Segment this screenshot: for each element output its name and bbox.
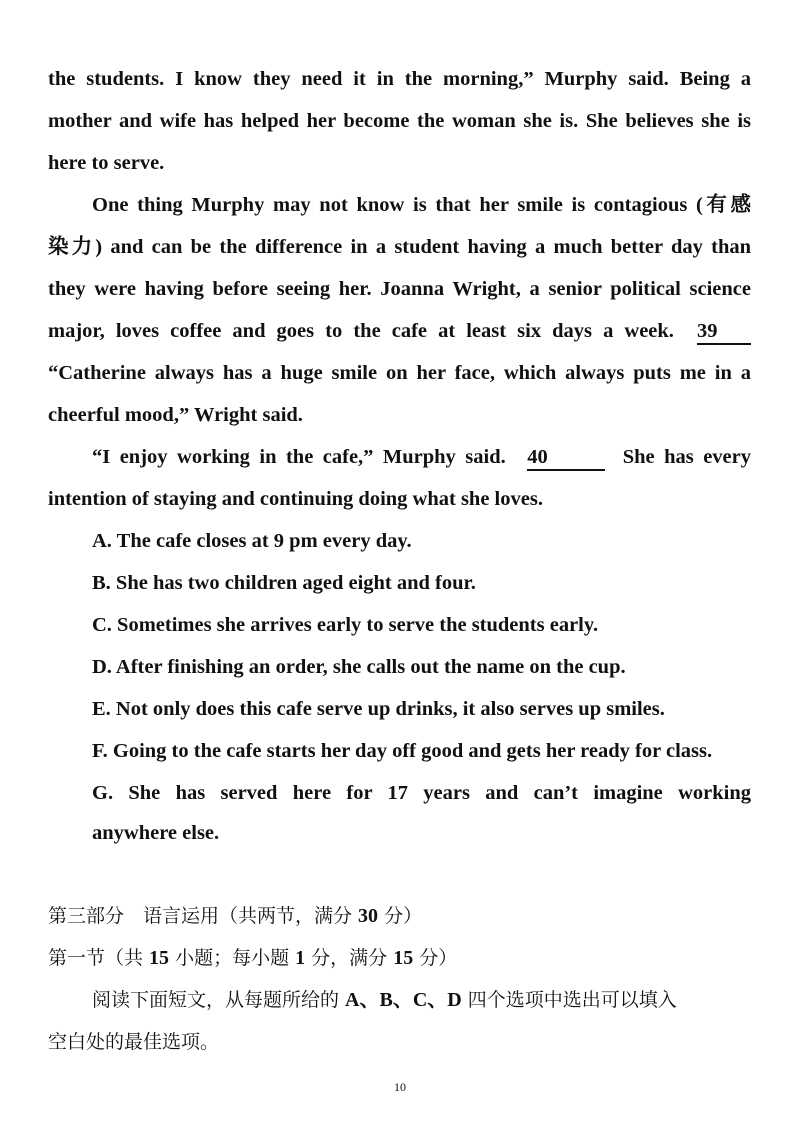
instructions-line: 空白处的最佳选项。: [48, 1031, 220, 1053]
blank-39[interactable]: 39: [697, 319, 751, 345]
passage-text: major, loves coffee and goes to the cafe at least six days a week.: [48, 320, 674, 342]
part3-title: 第三部分 语言运用（共两节，满分 30 分）: [48, 905, 423, 927]
option-f: F. Going to the cafe starts her day off good and gets her ready for class.: [92, 740, 713, 762]
passage-line: [92, 442, 751, 472]
blank-40[interactable]: 40: [527, 445, 605, 471]
option-c: C. Sometimes she arrives early to serve the students early.: [92, 614, 599, 636]
passage-text: “I enjoy working in the cafe,” Murphy said.: [92, 446, 506, 468]
option-b: B. She has two children aged eight and four.: [92, 572, 476, 594]
passage-line: “Catherine always has a huge smile on her face, which always puts me in a: [48, 362, 751, 384]
option-g-cont: anywhere else.: [92, 822, 220, 844]
option-e: E. Not only does this cafe serve up drinks, it also serves up smiles.: [92, 698, 665, 720]
passage-line: the students. I know they need it in the morning,” Murphy said. Being a: [48, 68, 751, 90]
passage-line: cheerful mood,” Wright said.: [48, 404, 303, 426]
passage-line: 染力) and can be the difference in a student having a much better day than: [48, 236, 751, 258]
passage-line: intention of staying and continuing doing what she loves.: [48, 488, 543, 510]
section1-title: 第一节（共 15 小题；每小题 1 分，满分 15 分）: [48, 947, 458, 969]
passage-line: One thing Murphy may not know is that her smile is contagious (有感: [92, 194, 751, 216]
passage-line: here to serve.: [48, 152, 165, 174]
passage-text: She has every: [622, 446, 752, 468]
passage-line: [48, 316, 751, 346]
passage-line: they were having before seeing her. Joanna Wright, a senior political science: [48, 278, 751, 300]
instructions-line: 阅读下面短文，从每题所给的 A、B、C、D 四个选项中选出可以填入: [92, 989, 677, 1011]
option-g: G. She has served here for 17 years and can’t imagine working: [92, 782, 751, 804]
passage-line: mother and wife has helped her become the woman she is. She believes she is: [48, 110, 751, 132]
page-number: 10: [394, 1080, 406, 1094]
option-d: D. After finishing an order, she calls out the name on the cup.: [92, 656, 626, 678]
option-a: A. The cafe closes at 9 pm every day.: [92, 530, 412, 552]
